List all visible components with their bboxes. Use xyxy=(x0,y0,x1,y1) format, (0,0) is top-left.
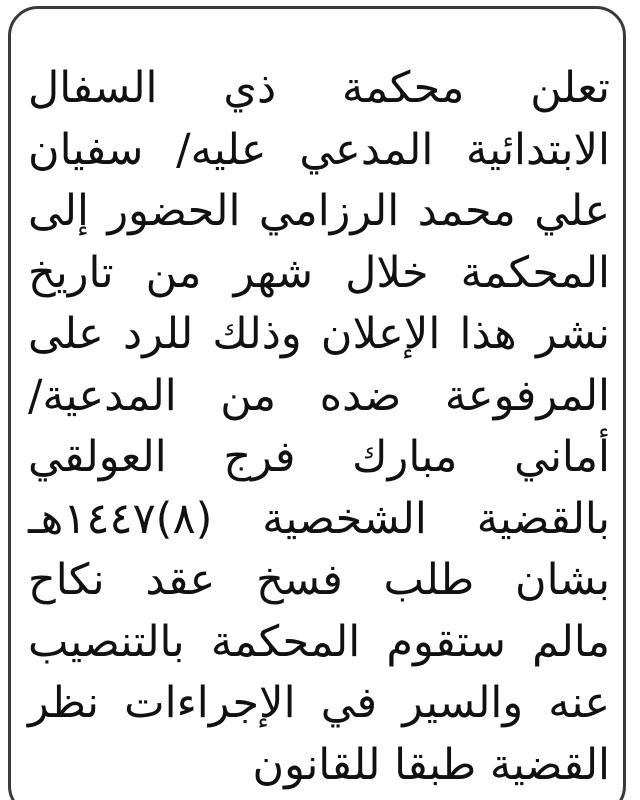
notice-line-6: المرفوعة ضده من المدعية/ xyxy=(28,370,610,421)
notice-line-2: الابتدائية المدعي عليه/ سفيان xyxy=(28,124,610,175)
notice-line-8: بالقضية الشخصية (٨)١٤٤٧هـ xyxy=(28,493,610,544)
notice-line-10: مالم ستقوم المحكمة بالتنصيب xyxy=(28,616,610,667)
notice-line-4: المحكمة خلال شهر من تاريخ xyxy=(28,247,610,298)
notice-line-11: عنه والسير في الإجراءات نظر xyxy=(28,678,610,728)
notice-line-5: نشر هذا الإعلان وذلك للرد على xyxy=(28,309,610,359)
notice-line-7: أماني مبارك فرج العولقي xyxy=(28,432,610,482)
notice-line-9: بشان طلب فسخ عقد نكاح xyxy=(28,555,610,605)
court-notice-text xyxy=(28,58,610,796)
notice-line-3: علي محمد الرزامي الحضور إلى xyxy=(28,186,610,236)
notice-line-12: القضية طبقا للقانون xyxy=(252,739,610,790)
notice-line-1: تعلن محكمة ذي السفال xyxy=(28,63,610,113)
